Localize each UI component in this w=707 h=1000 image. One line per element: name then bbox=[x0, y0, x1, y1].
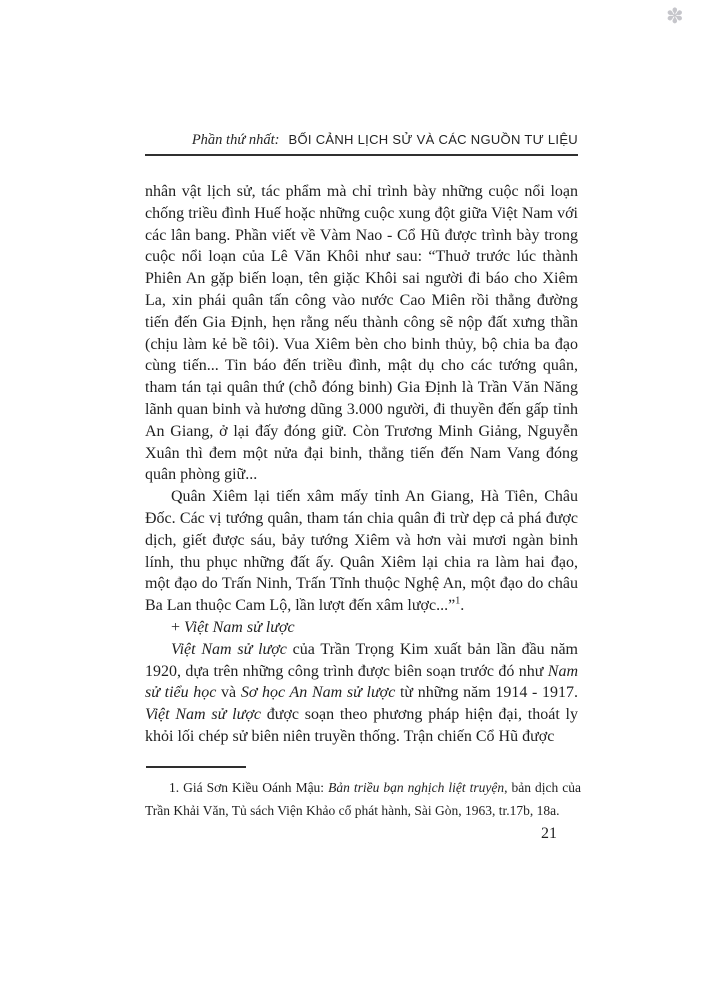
footnote: 1. Giá Sơn Kiều Oánh Mậu: Bản triều bạn nghịch liệt truyện, bản dịch của Trần Khải Văn, Tủ sách Viện Khảo cổ phát hành, Sài Gòn, 1963, tr.17b, 18a. bbox=[145, 780, 582, 818]
header-title: BỐI CẢNH LỊCH SỬ VÀ CÁC NGUỒN TƯ LIỆU bbox=[288, 132, 578, 147]
footnote-separator bbox=[146, 766, 246, 768]
flower-asterisk-icon: ✽ bbox=[666, 4, 684, 28]
body-text bbox=[145, 181, 578, 748]
header-part-label: Phần thứ nhất: bbox=[191, 132, 280, 148]
paragraph-continuation: nhân vật lịch sử, tác phẩm mà chỉ trình bày những cuộc nổi loạn chống triều đình Huế hoặc những cuộc xung đột giữa Việt Nam với các lân bang. Phần viết về Vàm Nao - Cổ Hũ được trình bày trong cuộc nổi loạn của Lê Văn Khôi như sau: “Thuở trước lúc thành Phiên An gặp biến loạn, tên giặc Khôi sai người đi báo cho Xiêm La, xin phái quân tấn công vào nước Cao Miên rồi thẳng đường tiến đến Gia Định, hẹn rằng nếu thành công sẽ nộp đất xưng thần (chịu làm kẻ bề tôi). Vua Xiêm bèn cho binh thủy, bộ chia ba đạo cùng tiến... Tin báo đến triều đình, mật dụ cho các tướng quân, tham tán tại quân thứ (chỗ đóng binh) Gia Định là Trần Văn Năng lãnh quan binh và hương dũng 3.000 người, đi thuyền đến gấp tỉnh An Giang, ở lại đấy đóng giữ. Còn Trương Minh Giảng, Nguyễn Xuân thì đem một nửa đại binh, thẳng tiến đến Nam Vang đóng quân phòng giữ... bbox=[145, 183, 578, 484]
page-number: 21 bbox=[541, 825, 557, 842]
paragraph-viet-nam-su-luoc: Việt Nam sử lược của Trần Trọng Kim xuất bản lần đầu năm 1920, dựa trên những công trình được biên soạn trước đó như Nam sử tiểu học và Sơ học An Nam sử lược từ những năm 1914 - 1917. Việt Nam sử lược được soạn theo phương pháp hiện đại, thoát ly khỏi lối chép sử biên niên truyền thống. Trận chiến Cổ Hũ được bbox=[145, 640, 579, 745]
paragraph-viet-nam-su-luoc-heading: + Việt Nam sử lược bbox=[171, 618, 295, 636]
running-header bbox=[145, 131, 578, 156]
paragraph-quan-xiem: Quân Xiêm lại tiến xâm mấy tỉnh An Giang, Hà Tiên, Châu Đốc. Các vị tướng quân, tham tán chia quân đi trừ dẹp cả phá được dịch, giết được sáu, bảy tướng Xiêm và hơn vài mươi ngàn binh lính, thu phục những đất ấy. Quân Xiêm lại chia ra làm hai đạo, một đạo do Trấn Ninh, Trấn Tĩnh thuộc Nghệ An, một đạo do châu Ba Lan thuộc Cam Lộ, lần lượt đến xâm lược...”$^1$. bbox=[145, 488, 578, 615]
